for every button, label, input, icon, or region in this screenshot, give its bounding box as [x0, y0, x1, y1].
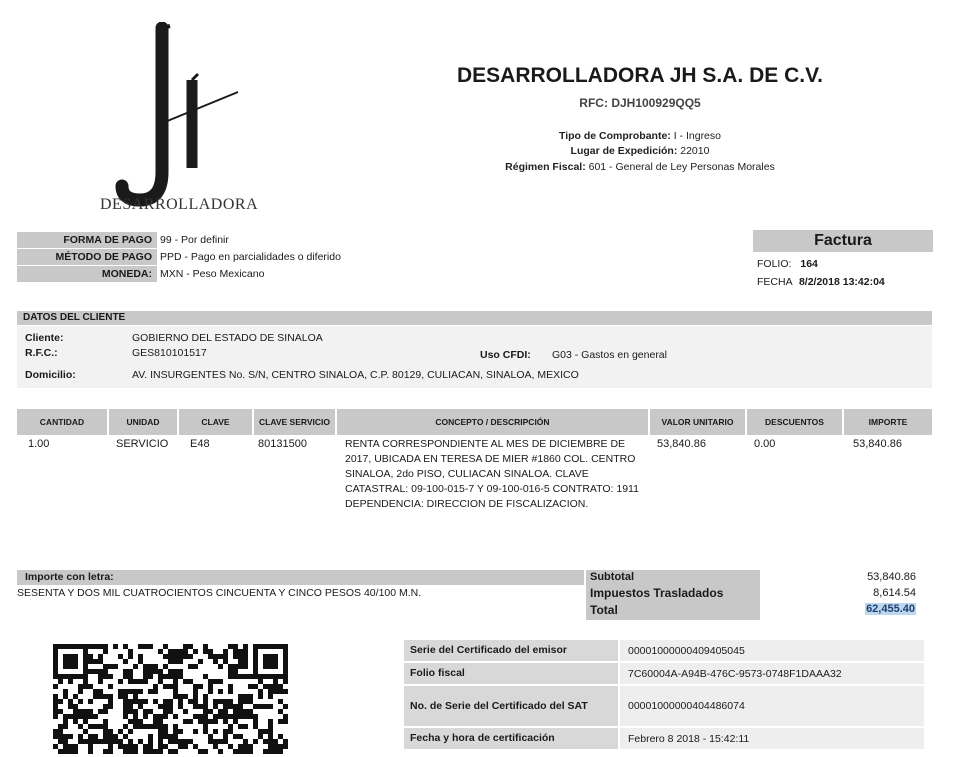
folio-fiscal-label: Folio fiscal	[404, 663, 618, 684]
item-clave-servicio: 80131500	[258, 438, 307, 450]
importe-letra-label: Importe con letra:	[17, 570, 584, 585]
client-rfc-value: GES810101517	[132, 347, 207, 359]
logo-text: DESARROLLADORA	[100, 196, 259, 213]
tipo-value: I - Ingreso	[673, 130, 721, 142]
folio-label: FOLIO:	[757, 258, 792, 270]
fecha-label: FECHA	[757, 276, 793, 288]
col-header-valor-unitario: VALOR UNITARIO	[650, 409, 745, 435]
item-unidad: SERVICIO	[116, 438, 169, 450]
company-logo-mark	[100, 22, 280, 217]
col-header-unidad: UNIDAD	[109, 409, 177, 435]
fecha-cert-value: Febrero 8 2018 - 15:42:11	[620, 728, 924, 749]
tipo-comprobante	[440, 130, 840, 142]
invoice-folio	[757, 257, 818, 271]
col-header-importe: IMPORTE	[844, 409, 932, 435]
serie-emisor-label: Serie del Certificado del emisor	[404, 640, 618, 661]
uso-cfdi-value: G03 - Gastos en general	[552, 349, 667, 361]
metodo-pago-value: PPD - Pago en parcialidades o diferido	[160, 251, 341, 263]
moneda-value: MXN - Peso Mexicano	[160, 268, 265, 280]
col-header-clave-servicio: CLAVE SERVICIO	[254, 409, 335, 435]
cliente-label: Cliente:	[25, 332, 64, 344]
col-header-cantidad: CANTIDAD	[17, 409, 107, 435]
regimen-value: 601 - General de Ley Personas Morales	[588, 161, 775, 173]
total-value-wrap	[800, 603, 916, 615]
domicilio-label: Domicilio:	[25, 369, 76, 381]
impuestos-label: Impuestos Trasladados	[590, 586, 724, 600]
fecha-value: 8/2/2018 13:42:04	[798, 276, 885, 288]
fecha-cert-label: Fecha y hora de certificación	[404, 728, 618, 749]
importe-letra-value: SESENTA Y DOS MIL CUATROCIENTOS CINCUENTA Y CINCO PESOS 40/100 M.N.	[17, 587, 422, 599]
regimen-fiscal	[440, 161, 840, 173]
company-rfc-value: DJH100929QQ5	[611, 96, 701, 110]
folio-fiscal-value: 7C60004A-A94B-476C-9573-0748F1DAAA32	[620, 663, 924, 684]
serie-emisor-value: 00001000000409405045	[620, 640, 924, 661]
serie-sat-value: 00001000000404486074	[620, 686, 924, 726]
forma-pago-value: 99 - Por definir	[160, 234, 229, 246]
forma-pago-label: FORMA DE PAGO	[17, 232, 157, 248]
total-value: 62,455.40	[866, 603, 915, 615]
subtotal-value: 53,840.86	[867, 571, 916, 583]
uso-cfdi-label: Uso CFDI:	[480, 349, 531, 361]
item-clave: E48	[190, 438, 210, 450]
impuestos-value: 8,614.54	[873, 587, 916, 599]
lugar-expedicion	[440, 145, 840, 157]
col-header-concepto: CONCEPTO / DESCRIPCIÓN	[337, 409, 648, 435]
lugar-value: 22010	[680, 145, 710, 157]
item-importe: 53,840.86	[853, 438, 902, 450]
col-header-descuentos: DESCUENTOS	[747, 409, 842, 435]
folio-value: 164	[800, 258, 818, 270]
tipo-label: Tipo de Comprobante:	[558, 130, 671, 142]
invoice-fecha	[757, 275, 885, 289]
company-name: DESARROLLADORA JH S.A. DE C.V.	[457, 64, 823, 87]
item-valor-unitario: 53,840.86	[657, 438, 706, 450]
regimen-label: Régimen Fiscal:	[505, 161, 586, 173]
total-label: Total	[590, 603, 618, 617]
subtotal-label: Subtotal	[590, 571, 634, 583]
lugar-label: Lugar de Expedición:	[570, 145, 678, 157]
cliente-value: GOBIERNO DEL ESTADO DE SINALOA	[132, 332, 323, 344]
client-rfc-label: R.F.C.:	[25, 347, 58, 359]
item-descuentos: 0.00	[754, 438, 776, 450]
company-rfc-label: RFC:	[579, 96, 608, 110]
serie-sat-label: No. de Serie del Certificado del SAT	[404, 686, 618, 726]
domicilio-value: AV. INSURGENTES No. S/N, CENTRO SINALOA, C.P. 80129, CULIACAN, SINALOA, MEXICO	[132, 369, 579, 381]
col-header-clave: CLAVE	[179, 409, 252, 435]
qr-code	[53, 644, 288, 754]
invoice-title: Factura	[753, 230, 933, 252]
item-concepto: RENTA CORRESPONDIENTE AL MES DE DICIEMBRE DE 2017, UBICADA EN TERESA DE MIER #1860 COL. CENTRO SINALOA, 2do PISO, CULIACAN SINALOA. CLAVE CATASTRAL: 09-100-015-7 Y 09-100-016-5 CONTRATO: 1911 DEPENDENCIA: DIRECCION DE FISCALIZACION.	[345, 438, 639, 510]
moneda-label: MONEDA:	[17, 266, 157, 282]
client-section-title: DATOS DEL CLIENTE	[17, 311, 932, 325]
company-rfc	[440, 96, 840, 110]
metodo-pago-label: MÉTODO DE PAGO	[17, 249, 157, 265]
item-cantidad: 1.00	[28, 438, 50, 450]
